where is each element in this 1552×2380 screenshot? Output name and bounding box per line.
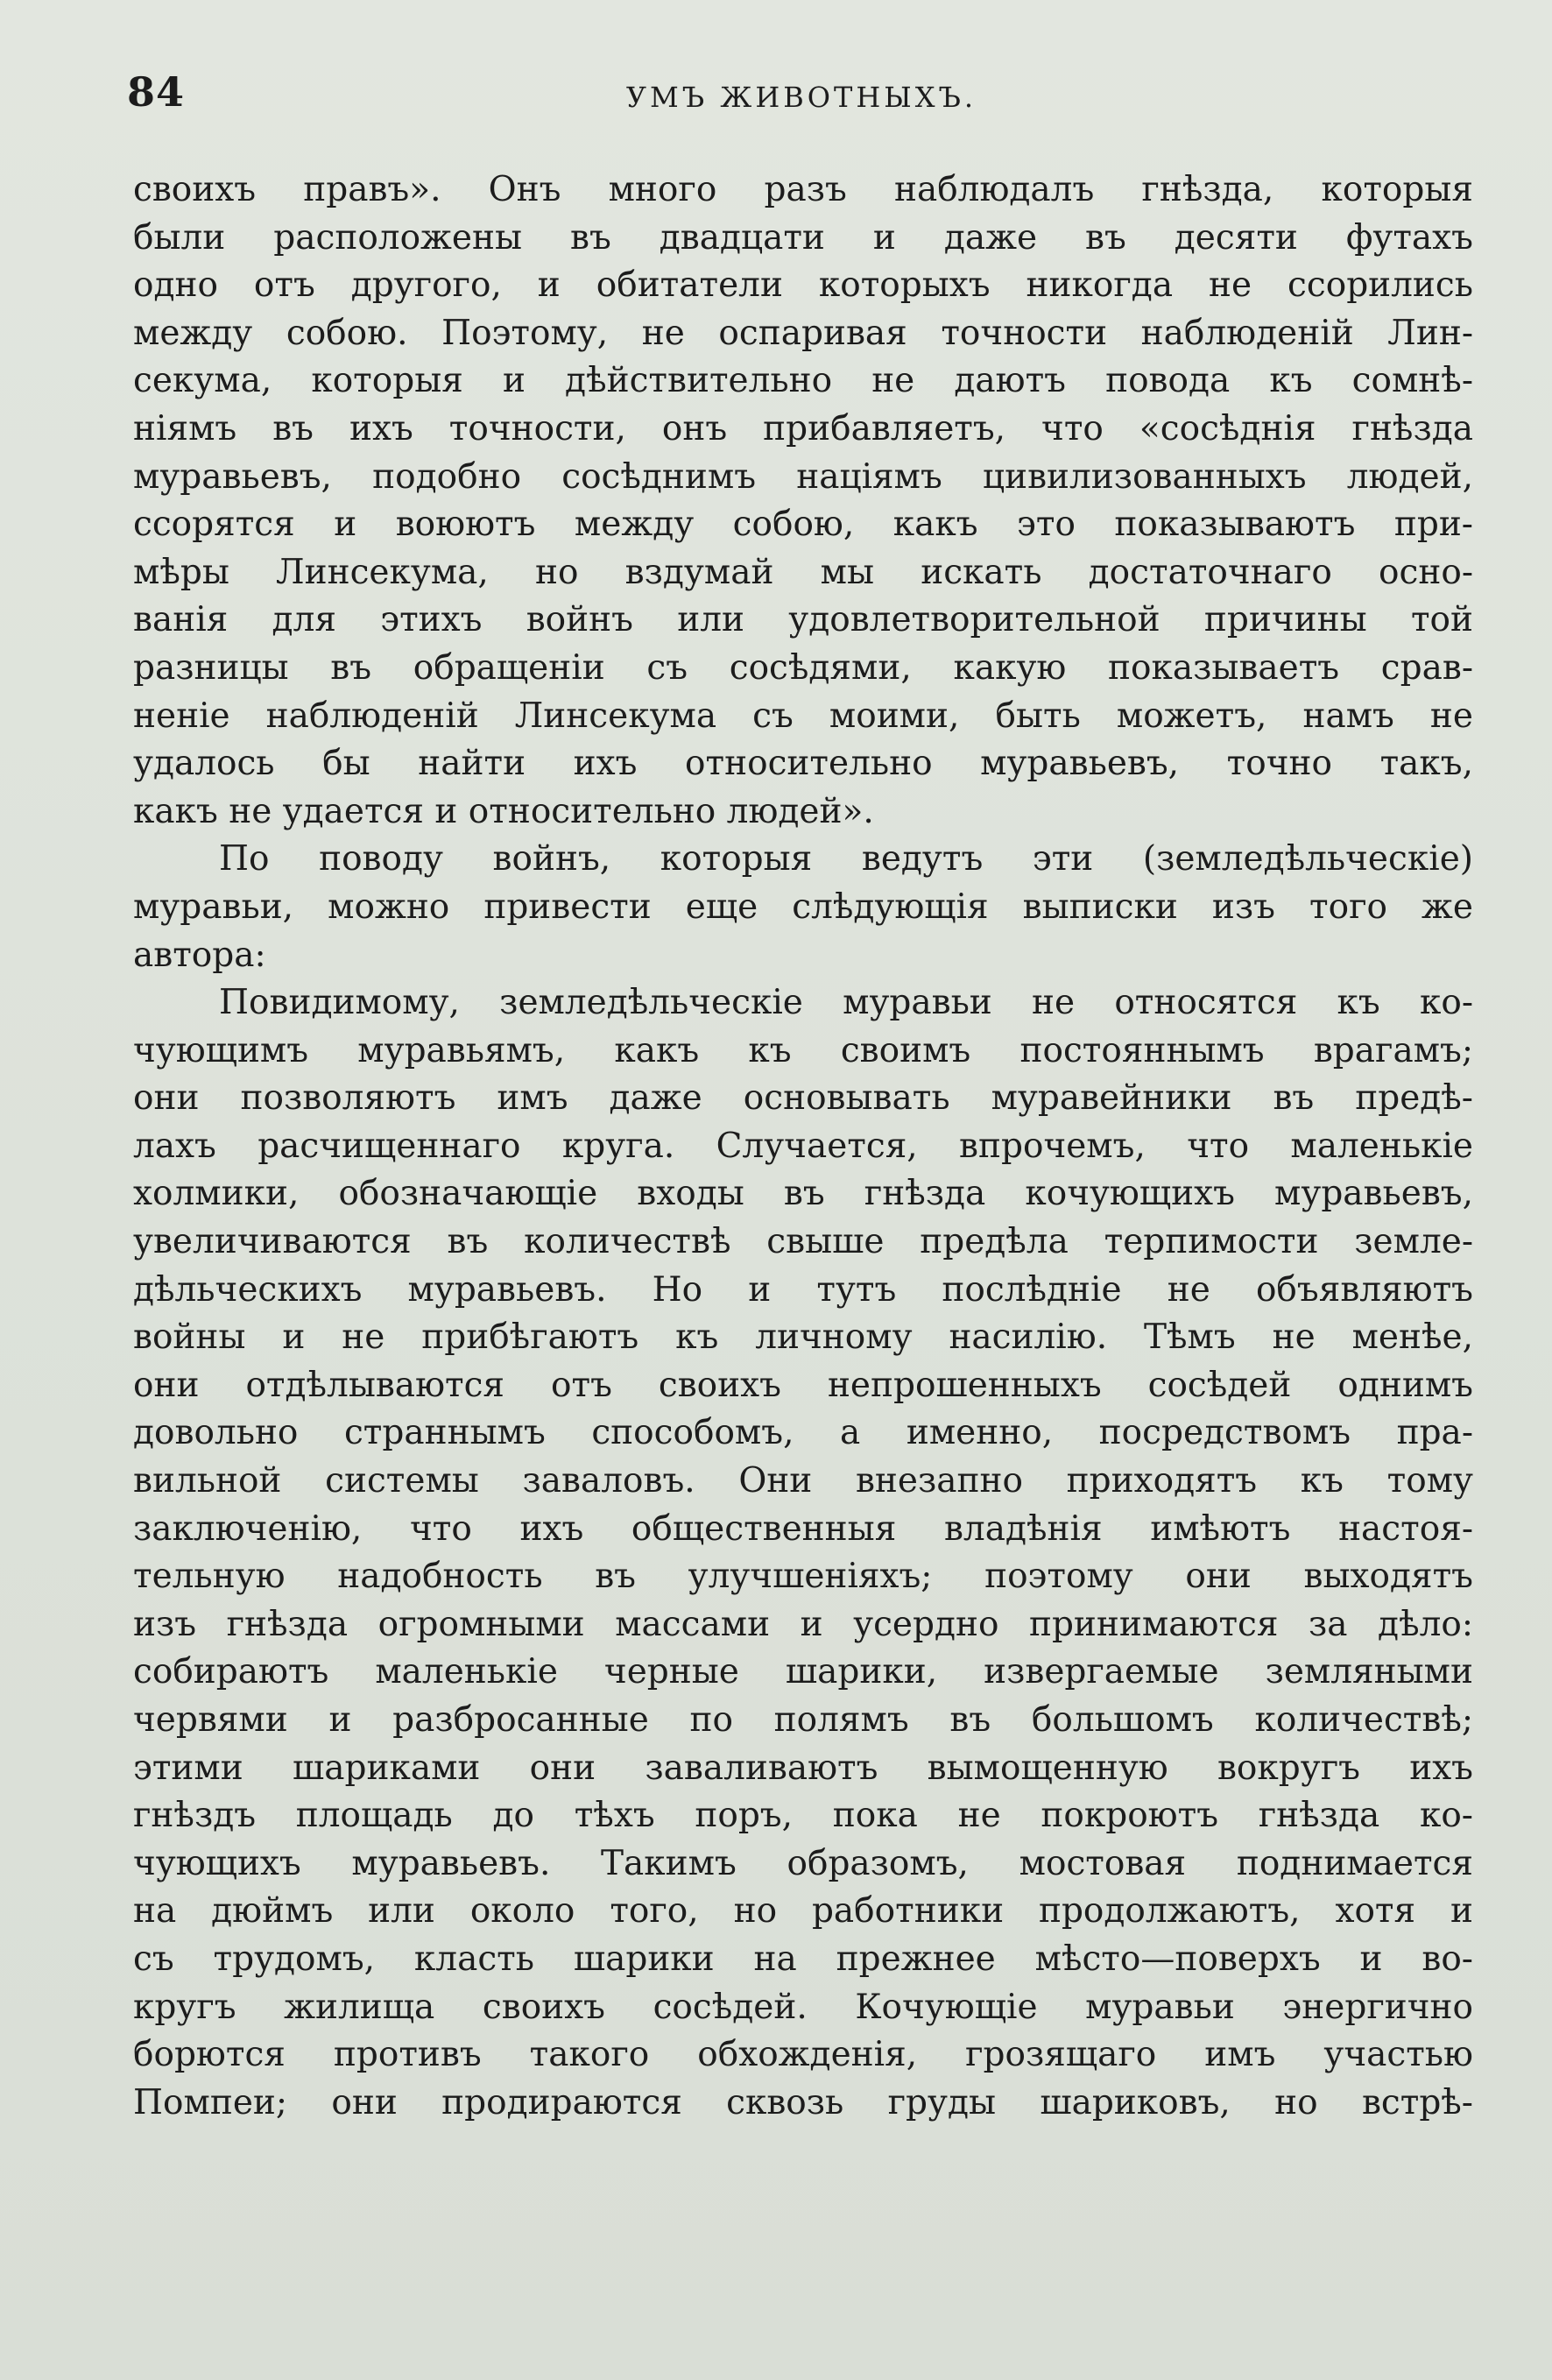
text-line: ніямъ въ ихъ точности, онъ прибавляетъ, что «сосѣднія гнѣзда [133, 408, 1473, 448]
text-line: изъ гнѣзда огромными массами и усердно принимаются за дѣло: [133, 1604, 1473, 1644]
paragraph-1 [133, 166, 1473, 836]
text-line: По поводу войнъ, которыя ведутъ эти (земледѣльческіе) [219, 839, 1473, 879]
text-line: ванія для этихъ войнъ или удовлетворительной причины той [133, 600, 1473, 640]
text-line: лахъ расчищеннаго круга. Случается, впрочемъ, что маленькіе [133, 1126, 1473, 1166]
running-title: УМЪ ЖИВОТНЫХЪ. [625, 81, 977, 114]
text-line: своихъ правъ». Онъ много разъ наблюдалъ гнѣзда, которыя [133, 170, 1473, 209]
text-line: довольно страннымъ способомъ, а именно, посредствомъ пра- [133, 1413, 1473, 1453]
text-line: разницы въ обращеніи съ сосѣдями, какую показываетъ срав- [133, 647, 1473, 688]
page-header [127, 68, 1476, 130]
page-number: 84 [127, 68, 186, 116]
text-line: муравьи, можно привести еще слѣдующія выписки изъ того же [133, 886, 1473, 927]
text-line: между собою. Поэтому, не оспаривая точности наблюденій Лин- [133, 313, 1473, 353]
text-line: съ трудомъ, класть шарики на прежнее мѣсто—поверхъ и во- [133, 1939, 1473, 1979]
text-line: автора: [133, 935, 266, 975]
text-line: Повидимому, земледѣльческіе муравьи не относятся къ ко- [219, 983, 1473, 1023]
text-line: холмики, обозначающіе входы въ гнѣзда кочующихъ муравьевъ, [133, 1174, 1473, 1214]
text-line: мѣры Линсекума, но вздумай мы искать достаточнаго осно- [133, 552, 1473, 592]
text-line: кругъ жилища своихъ сосѣдей. Кочующіе муравьи энергично [133, 1987, 1473, 2027]
text-line: борются противъ такого обхожденія, грозящаго имъ участью [133, 2035, 1473, 2075]
text-line: они позволяютъ имъ даже основывать муравейники въ предѣ- [133, 1078, 1473, 1119]
paragraph-2 [133, 836, 1473, 979]
text-line: какъ не удается и относительно людей». [133, 791, 874, 831]
text-line: Помпеи; они продираются сквозь груды шариковъ, но встрѣ- [133, 2082, 1473, 2122]
text-line: секума, которыя и дѣйствительно не даютъ повода къ сомнѣ- [133, 361, 1473, 401]
body-text [133, 166, 1473, 2127]
text-line: удалось бы найти ихъ относительно муравьевъ, точно такъ, [133, 744, 1473, 784]
text-line: дѣльческихъ муравьевъ. Но и тутъ послѣдніе не объявляютъ [133, 1269, 1473, 1310]
text-line: они отдѣлываются отъ своихъ непрошенныхъ сосѣдей однимъ [133, 1365, 1473, 1405]
text-line: увеличиваются въ количествѣ свыше предѣла терпимости земле- [133, 1222, 1473, 1262]
text-line: муравьевъ, подобно сосѣднимъ націямъ цивилизованныхъ людей, [133, 456, 1473, 497]
text-line: войны и не прибѣгаютъ къ личному насилію. Тѣмъ не менѣе, [133, 1317, 1473, 1358]
text-line: чующимъ муравьямъ, какъ къ своимъ постояннымъ врагамъ; [133, 1030, 1473, 1070]
text-line: чующихъ муравьевъ. Такимъ образомъ, мостовая поднимается [133, 1843, 1473, 1883]
paragraph-3 [133, 979, 1473, 2127]
text-line: собираютъ маленькіе черные шарики, извергаемые земляными [133, 1652, 1473, 1692]
text-line: ссорятся и воюютъ между собою, какъ это показываютъ при- [133, 505, 1473, 545]
text-line: вильной системы заваловъ. Они внезапно приходятъ къ тому [133, 1461, 1473, 1501]
text-line: червями и разбросанные по полямъ въ большомъ количествѣ; [133, 1700, 1473, 1740]
text-line: на дюймъ или около того, но работники продолжаютъ, хотя и [133, 1891, 1473, 1932]
text-line: неніе наблюденій Линсекума съ моими, быть можетъ, намъ не [133, 696, 1473, 736]
text-line: заключенію, что ихъ общественныя владѣнія имѣютъ настоя- [133, 1508, 1473, 1549]
text-line: одно отъ другого, и обитатели которыхъ никогда не ссорились [133, 265, 1473, 306]
text-line: этими шариками они заваливаютъ вымощенную вокругъ ихъ [133, 1748, 1473, 1788]
text-line: тельную надобность въ улучшеніяхъ; поэтому они выходятъ [133, 1557, 1473, 1597]
text-line: гнѣздъ площадь до тѣхъ поръ, пока не покроютъ гнѣзда ко- [133, 1796, 1473, 1836]
text-line: были расположены въ двадцати и даже въ десяти футахъ [133, 217, 1473, 258]
